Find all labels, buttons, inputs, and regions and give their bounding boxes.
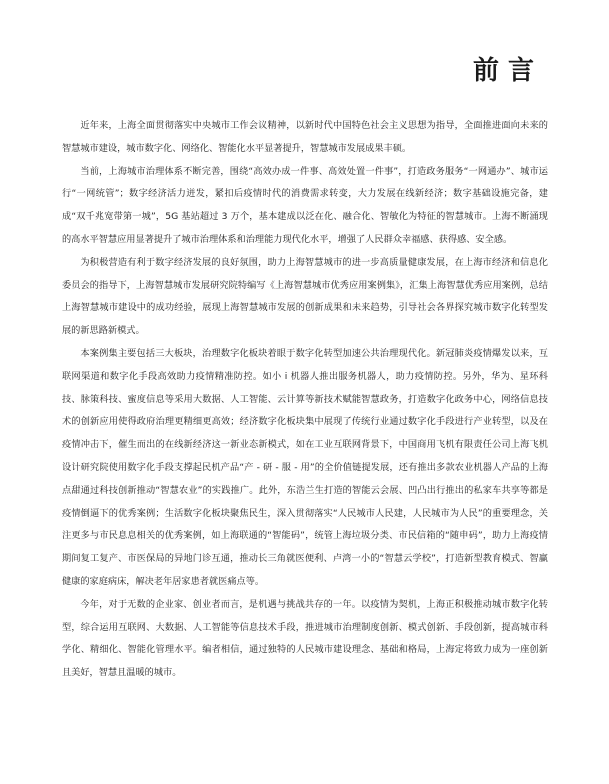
paragraph: 为积极营造有利于数字经济发展的良好氛围，助力上海智慧城市的进一步高质量健康发展，在上海市经济和信息化委员会的指导下，上海智慧城市发展研究院特编写《上海智慧城市优秀应用案例集》，汇集上海智慧优秀应用案例，总结上海智慧城市建设中的成功经验，展现上海智慧城市发展的创新成果和未来趋势，引导社会各界探究城市数字化转型发展的新思路新模式。 <box>62 256 548 337</box>
paragraph: 当前，上海城市治理体系不断完善，围绕“高效办成一件事、高效处置一件事”，打造政务服务“一网通办”、城市运行“一网统管”；数字经济活力迸发，紧扣后疫情时代的消费需求转变，大力发展在线新经济；数字基础设施完备，建成“双千兆宽带第一城”，5G 基站超过 3 万个，基本建成以泛在化、融合化、智敏化为特征的智慧城市。上海不断涌现的高水平智慧应用显著提升了城市治理体系和治理能力现代化水平，增强了人民群众幸福感、获得感、安全感。 <box>62 165 548 245</box>
paragraph: 本案例集主要包括三大板块，治理数字化板块着眼于数字化转型加速公共治理现代化。新冠肺炎疫情爆发以来，互联网渠道和数字化手段高效助力疫情精准防控。如小 i 机器人推出服务机器人，助力疫情防控。另外，华为、星环科技、脉策科技、蜜度信息等采用大数据、人工智能、云计算等新技术赋能智慧政务，打造数字化政务中心，网络信息技术的创新应用使得政府治理更精细更高效；经济数字化板块集中展现了传统行业通过数字化手段进行产业转型，以及在疫情冲击下，催生而出的在线新经济这一新业态新模式，如在工业互联网背景下，中国商用飞机有限责任公司上海飞机设计研究院使用数字化手段支撑起民机产品“产 - 研 - 服 - 用”的全价值链提发展，还有推出多款农业机器人产品的上海点甜通过科技创新推动“智慧农业”的实践推广。此外，东浩兰生打造的智能云会展、凹凸出行推出的私家车共享等都是疫情倒逼下的优秀案例；生活数字化板块聚焦民生，深入贯彻落实“人民城市人民建，人民城市为人民”的重要理念，关注更多与市民息息相关的优秀案例，如上海联通的“智能码”，统管上海垃圾分类、市民信箱的“随申码”，助力上海疫情期间复工复产、市医保局的异地门诊互通，推动长三角就医便利、卢湾一小的“智慧云学校”，打造新型教育模式、智赢健康的家庭病床，解决老年居家患者就医痛点等。 <box>62 347 548 587</box>
paragraph: 今年，对于无数的企业家、创业者而言，是机遇与挑战共存的一年。以疫情为契机，上海正积极推动城市数字化转型，综合运用互联网、大数据、人工智能等信息技术手段，推进城市治理制度创新、模式创新、手段创新，提高城市科学化、精细化、智能化管理水平。编者相信，通过独特的人民城市建设理念、基础和格局，上海定将致力成为一座创新且美好，智慧且温暖的城市。 <box>62 598 548 679</box>
paragraph: 近年来，上海全面贯彻落实中央城市工作会议精神，以新时代中国特色社会主义思想为指导，全面推进面向未来的智慧城市建设，城市数字化、网络化、智能化水平显著提升，智慧城市发展成果丰硕。 <box>62 120 548 154</box>
page-title: 前言 <box>472 56 543 86</box>
body-text <box>62 115 548 685</box>
